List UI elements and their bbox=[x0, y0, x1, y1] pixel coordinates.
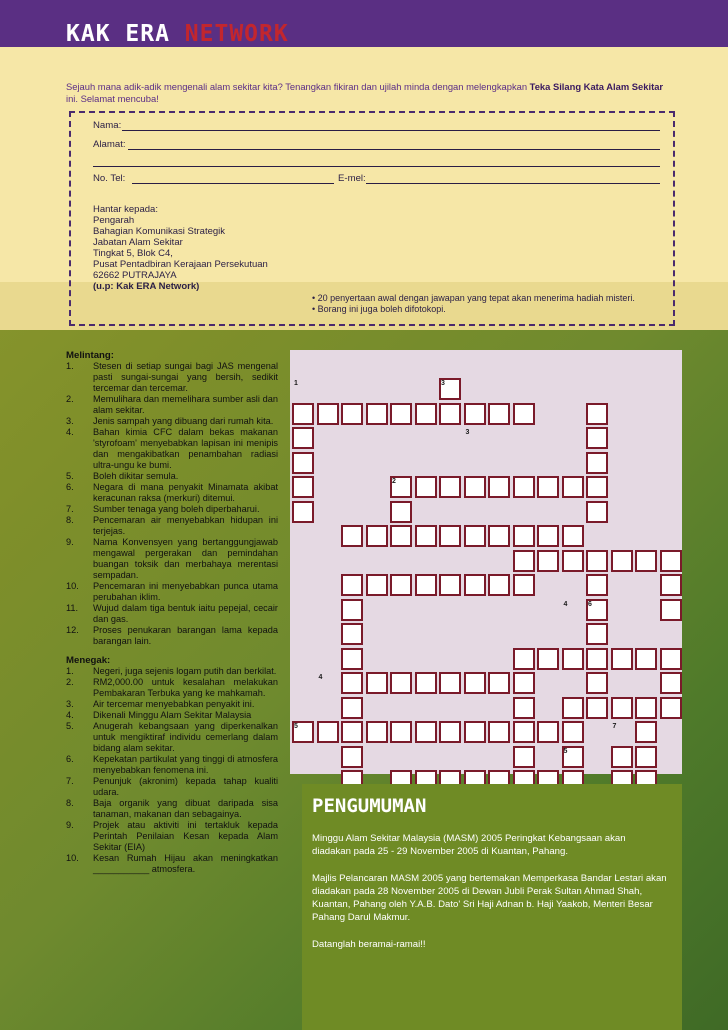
clue-number: 6. bbox=[66, 482, 74, 492]
crossword-cell[interactable] bbox=[488, 476, 510, 498]
address-line: Bahagian Komunikasi Strategik bbox=[93, 226, 226, 237]
crossword-cell[interactable] bbox=[415, 403, 437, 425]
crossword-number: 4 bbox=[563, 600, 568, 608]
crossword-cell[interactable] bbox=[635, 697, 657, 719]
clue-text: Proses penukaran barangan lama kepada barangan lain. bbox=[93, 625, 278, 646]
clue-number: 2. bbox=[66, 394, 74, 404]
menegak-clue bbox=[66, 776, 278, 798]
clue-text: Negeri, juga sejenis logam putih dan berkilat. bbox=[93, 666, 277, 676]
crossword-cell[interactable] bbox=[611, 746, 633, 768]
crossword-cell[interactable] bbox=[439, 721, 461, 743]
melintang-clue bbox=[66, 361, 278, 394]
menegak-clue bbox=[66, 666, 278, 677]
crossword-cell[interactable] bbox=[513, 403, 535, 425]
crossword-cell[interactable] bbox=[292, 427, 314, 449]
crossword-cell[interactable] bbox=[562, 721, 584, 743]
clue-text: Nama Konvensyen yang bertanggungjawab mengawal pergerakan dan pemindahan buangan toksik dan merbahaya merentasi sempadan. bbox=[93, 537, 278, 580]
crossword-cell[interactable] bbox=[439, 476, 461, 498]
crossword-cell[interactable] bbox=[390, 525, 412, 547]
crossword-cell[interactable] bbox=[586, 476, 608, 498]
crossword-cell[interactable] bbox=[439, 574, 461, 596]
crossword-cell[interactable] bbox=[513, 574, 535, 596]
crossword-cell[interactable] bbox=[439, 525, 461, 547]
email-label: E-mel: bbox=[338, 173, 366, 184]
crossword-cell[interactable] bbox=[513, 648, 535, 670]
crossword-cell[interactable] bbox=[292, 501, 314, 523]
clues-panel bbox=[66, 350, 278, 875]
crossword-cell[interactable] bbox=[586, 574, 608, 596]
crossword-number: 4 bbox=[318, 674, 323, 681]
crossword-cell[interactable] bbox=[439, 672, 461, 694]
clue-text: Bahan kimia CFC dalam bekas makanan 'styrofoam' menyebabkan lapisan ini menipis dan mengakibatkan penambahan radiasi ultra-ungu ke bumi. bbox=[93, 427, 278, 470]
crossword-cell[interactable] bbox=[635, 746, 657, 768]
alamat-field[interactable] bbox=[128, 149, 660, 150]
clue-text: Stesen di setiap sungai bagi JAS mengenal pasti sungai-sungai yang bersih, sedikit tercemar dan tercemar. bbox=[93, 361, 278, 393]
crossword-cell[interactable] bbox=[366, 525, 388, 547]
clue-text: Anugerah kebangsaan yang diperkenalkan untuk mengiktiraf individu cemerlang dalam bidang alam sekitar. bbox=[93, 721, 278, 753]
crossword-cell[interactable] bbox=[586, 550, 608, 572]
clue-text: Boleh dikitar semula. bbox=[93, 471, 179, 481]
crossword-cell[interactable] bbox=[611, 550, 633, 572]
clue-number: 3. bbox=[66, 699, 74, 709]
crossword-number: 1 bbox=[294, 380, 298, 387]
notel-label: No. Tel: bbox=[93, 173, 126, 184]
clue-text: Memulihara dan memelihara sumber asli dan alam sekitar. bbox=[93, 394, 278, 415]
melintang-clue bbox=[66, 471, 278, 482]
clue-text: Penunjuk (akronim) kepada tahap kualiti udara. bbox=[93, 776, 278, 797]
menegak-clue bbox=[66, 699, 278, 710]
title-kak-era: KAK ERA bbox=[66, 21, 170, 47]
crossword-cell[interactable] bbox=[464, 476, 486, 498]
crossword-cell[interactable] bbox=[390, 672, 412, 694]
melintang-clue bbox=[66, 504, 278, 515]
clue-text: Dikenali Minggu Alam Sekitar Malaysia bbox=[93, 710, 252, 720]
crossword-cell[interactable] bbox=[537, 550, 559, 572]
crossword-cell[interactable] bbox=[439, 403, 461, 425]
crossword-cell[interactable] bbox=[341, 672, 363, 694]
crossword-cell[interactable] bbox=[292, 403, 314, 425]
crossword-cell[interactable] bbox=[341, 721, 363, 743]
melintang-clue bbox=[66, 394, 278, 416]
crossword-cell[interactable] bbox=[635, 721, 657, 743]
crossword-cell[interactable] bbox=[317, 403, 339, 425]
clue-text: Jenis sampah yang dibuang dari rumah kita. bbox=[93, 416, 274, 426]
melintang-clue bbox=[66, 625, 278, 647]
note-item: • 20 penyertaan awal dengan jawapan yang tepat akan menerima hadiah misteri. bbox=[312, 293, 635, 303]
announcement-text bbox=[312, 832, 667, 965]
clue-number: 4. bbox=[66, 710, 74, 720]
announcement-paragraph: Datanglah beramai-ramai!! bbox=[312, 939, 426, 950]
alamat-field-line2[interactable] bbox=[93, 166, 660, 167]
crossword-number: 7 bbox=[612, 723, 617, 730]
address-line: Hantar kepada: bbox=[93, 204, 158, 215]
crossword-cell[interactable] bbox=[341, 525, 363, 547]
menegak-clue bbox=[66, 721, 278, 754]
crossword-cell[interactable] bbox=[562, 525, 584, 547]
crossword-cell[interactable] bbox=[488, 403, 510, 425]
crossword-cell[interactable] bbox=[341, 574, 363, 596]
address-line: Tingkat 5, Blok C4, bbox=[93, 248, 173, 259]
crossword-cell[interactable] bbox=[513, 550, 535, 572]
menegak-heading: Menegak: bbox=[66, 655, 111, 666]
clue-text: Kepekatan partikulat yang tinggi di atmosfera menyebabkan fenomena ini. bbox=[93, 754, 278, 775]
crossword-cell[interactable] bbox=[366, 721, 388, 743]
crossword-cell[interactable] bbox=[366, 403, 388, 425]
nama-field[interactable] bbox=[122, 130, 660, 131]
melintang-clue bbox=[66, 581, 278, 603]
melintang-clue bbox=[66, 515, 278, 537]
crossword-cell[interactable] bbox=[341, 623, 363, 645]
crossword-cell[interactable] bbox=[488, 525, 510, 547]
title-network: NETWORK bbox=[184, 21, 289, 47]
crossword-cell[interactable] bbox=[341, 648, 363, 670]
melintang-heading: Melintang: bbox=[66, 350, 114, 361]
crossword-cell[interactable] bbox=[537, 476, 559, 498]
clue-number: 11. bbox=[66, 603, 79, 613]
entry-notes bbox=[312, 293, 635, 315]
crossword-cell[interactable] bbox=[464, 525, 486, 547]
crossword-cell[interactable] bbox=[341, 697, 363, 719]
notel-field[interactable] bbox=[132, 183, 334, 184]
clue-text: Sumber tenaga yang boleh diperbaharui. bbox=[93, 504, 260, 514]
address-attn: (u.p: Kak ERA Network) bbox=[93, 281, 200, 292]
crossword-number: 5 bbox=[563, 747, 568, 755]
crossword-cell[interactable] bbox=[562, 550, 584, 572]
crossword-cell[interactable] bbox=[586, 403, 608, 425]
crossword-number: 2 bbox=[392, 478, 396, 485]
clue-text: Air tercemar menyebabkan penyakit ini. bbox=[93, 699, 255, 709]
crossword-cell[interactable] bbox=[415, 672, 437, 694]
melintang-clue bbox=[66, 537, 278, 581]
melintang-clue bbox=[66, 427, 278, 471]
crossword-cell[interactable] bbox=[390, 501, 412, 523]
clue-number: 4. bbox=[66, 427, 74, 437]
crossword-grid bbox=[290, 350, 682, 774]
crossword-number: 3 bbox=[465, 429, 470, 436]
address-line: Pengarah bbox=[93, 215, 135, 226]
intro-text: Sejauh mana adik-adik mengenali alam sekitar kita? Tenangkan fikiran dan ujilah minda dengan melengkapkan Teka Silang Kata Alam Sekitar ini. Selamat mencuba! bbox=[66, 81, 664, 104]
crossword-number: 3 bbox=[441, 380, 445, 387]
email-field[interactable] bbox=[366, 183, 660, 184]
crossword-cell[interactable] bbox=[586, 501, 608, 523]
melintang-clue bbox=[66, 482, 278, 504]
crossword-cell[interactable] bbox=[537, 721, 559, 743]
crossword-cell[interactable] bbox=[366, 672, 388, 694]
crossword-cell[interactable] bbox=[660, 697, 682, 719]
menegak-clue bbox=[66, 710, 278, 721]
melintang-clue bbox=[66, 603, 278, 625]
crossword-cell[interactable] bbox=[464, 721, 486, 743]
crossword-cell[interactable] bbox=[366, 574, 388, 596]
crossword-cell[interactable] bbox=[660, 648, 682, 670]
crossword-cell[interactable] bbox=[513, 721, 535, 743]
crossword-cell[interactable] bbox=[586, 648, 608, 670]
clue-text: Baja organik yang dibuat daripada sisa tanaman, makanan dan sebagainya. bbox=[93, 798, 278, 819]
crossword-cell[interactable] bbox=[292, 452, 314, 474]
clue-number: 9. bbox=[66, 820, 74, 830]
crossword-cell[interactable] bbox=[660, 550, 682, 572]
clue-number: 7. bbox=[66, 504, 74, 514]
note-item: • Borang ini juga boleh difotokopi. bbox=[312, 304, 446, 314]
crossword-cell[interactable] bbox=[635, 550, 657, 572]
clue-text: RM2,000.00 untuk kesalahan melakukan Pembakaran Terbuka yang ke mahkamah. bbox=[93, 677, 278, 698]
crossword-cell[interactable] bbox=[513, 476, 535, 498]
crossword-cell[interactable] bbox=[513, 672, 535, 694]
menegak-clue bbox=[66, 798, 278, 820]
clue-text: Negara di mana penyakit Minamata akibat keracunan raksa (merkuri) ditemui. bbox=[93, 482, 278, 503]
crossword-cell[interactable] bbox=[586, 452, 608, 474]
menegak-clue bbox=[66, 677, 278, 699]
melintang-clue bbox=[66, 416, 278, 427]
address-line: 62662 PUTRAJAYA bbox=[93, 270, 177, 281]
crossword-cell[interactable] bbox=[586, 427, 608, 449]
clue-text: Pencemaran air menyebabkan hidupan ini terjejas. bbox=[93, 515, 278, 536]
crossword-cell[interactable] bbox=[341, 403, 363, 425]
crossword-cell[interactable] bbox=[464, 403, 486, 425]
clue-number: 5. bbox=[66, 471, 74, 481]
crossword-cell[interactable] bbox=[660, 672, 682, 694]
clue-number: 3. bbox=[66, 416, 74, 426]
menegak-clue bbox=[66, 754, 278, 776]
menegak-list bbox=[66, 666, 278, 875]
clue-text: Wujud dalam tiga bentuk iaitu pepejal, cecair dan gas. bbox=[93, 603, 278, 624]
crossword-cell[interactable] bbox=[537, 525, 559, 547]
crossword-cell[interactable] bbox=[660, 599, 682, 621]
crossword-cell[interactable] bbox=[341, 746, 363, 768]
clue-number: 8. bbox=[66, 798, 74, 808]
clue-number: 6. bbox=[66, 754, 74, 764]
crossword-cell[interactable] bbox=[488, 672, 510, 694]
crossword-cell[interactable] bbox=[415, 525, 437, 547]
announcement-title: PENGUMUMAN bbox=[312, 795, 427, 817]
crossword-cell[interactable] bbox=[537, 648, 559, 670]
crossword-cell[interactable] bbox=[635, 648, 657, 670]
crossword-cell[interactable] bbox=[415, 721, 437, 743]
clue-number: 10. bbox=[66, 581, 79, 591]
crossword-cell[interactable] bbox=[562, 648, 584, 670]
clue-number: 1. bbox=[66, 666, 74, 676]
crossword-cell[interactable] bbox=[660, 574, 682, 596]
crossword-cell[interactable] bbox=[341, 599, 363, 621]
crossword-cell[interactable] bbox=[390, 574, 412, 596]
clue-text: Kesan Rumah Hijau akan meningkatkan ___________ atmosfera. bbox=[93, 853, 278, 874]
address-line: Jabatan Alam Sekitar bbox=[93, 237, 183, 248]
crossword-cell[interactable] bbox=[317, 721, 339, 743]
crossword-cell[interactable] bbox=[586, 697, 608, 719]
crossword-cell[interactable] bbox=[488, 574, 510, 596]
crossword-cell[interactable] bbox=[611, 648, 633, 670]
clue-number: 2. bbox=[66, 677, 74, 687]
crossword-cell[interactable] bbox=[513, 697, 535, 719]
menegak-clue bbox=[66, 820, 278, 853]
clue-number: 5. bbox=[66, 721, 74, 731]
announcement-paragraph: Majlis Pelancaran MASM 2005 yang bertemakan Memperkasa Bandar Lestari akan diadakan pada 28 November 2005 di Dewan Jubli Perak Sultan Ahmad Shah, Kuantan, Pahang oleh Y.A.B. Dato' Sri Haji Adnan b. Haji Yaakob, Menteri Besar Pahang Darul Makmur. bbox=[312, 873, 667, 923]
crossword-number: 5 bbox=[294, 723, 298, 730]
clue-number: 12. bbox=[66, 625, 79, 635]
melintang-list bbox=[66, 361, 278, 647]
clue-number: 10. bbox=[66, 853, 79, 863]
clue-text: Pencemaran ini menyebabkan punca utama perubahan iklim. bbox=[93, 581, 278, 602]
alamat-label: Alamat: bbox=[93, 139, 126, 150]
crossword-cell[interactable] bbox=[562, 697, 584, 719]
clue-number: 9. bbox=[66, 537, 74, 547]
crossword-cell[interactable] bbox=[464, 672, 486, 694]
clue-number: 7. bbox=[66, 776, 74, 786]
crossword-cell[interactable] bbox=[415, 574, 437, 596]
crossword-cell[interactable] bbox=[292, 476, 314, 498]
clue-number: 8. bbox=[66, 515, 74, 525]
crossword-cell[interactable] bbox=[513, 525, 535, 547]
crossword-cell[interactable] bbox=[464, 574, 486, 596]
crossword-cell[interactable] bbox=[586, 623, 608, 645]
menegak-clue bbox=[66, 853, 278, 875]
crossword-cell[interactable] bbox=[488, 721, 510, 743]
clue-number: 1. bbox=[66, 361, 74, 371]
crossword-cell[interactable] bbox=[415, 476, 437, 498]
crossword-cell[interactable] bbox=[390, 403, 412, 425]
announcement-paragraph: Minggu Alam Sekitar Malaysia (MASM) 2005 Peringkat Kebangsaan akan diadakan pada 25 - 29 November 2005 di Kuantan, Pahang. bbox=[312, 833, 626, 857]
crossword-cell[interactable] bbox=[513, 746, 535, 768]
crossword-cell[interactable] bbox=[586, 672, 608, 694]
crossword-cell[interactable] bbox=[390, 721, 412, 743]
address-line: Pusat Pentadbiran Kerajaan Persekutuan bbox=[93, 259, 268, 270]
clue-text: Projek atau aktiviti ini tertakluk kepada Perintah Penilaian Kesan kepada Alam Sekitar (EIA) bbox=[93, 820, 278, 852]
crossword-cell[interactable] bbox=[562, 476, 584, 498]
mailing-address bbox=[93, 204, 268, 292]
crossword-number: 6 bbox=[588, 600, 592, 608]
page-title bbox=[66, 21, 289, 47]
crossword-cell[interactable] bbox=[611, 697, 633, 719]
nama-label: Nama: bbox=[93, 120, 122, 131]
